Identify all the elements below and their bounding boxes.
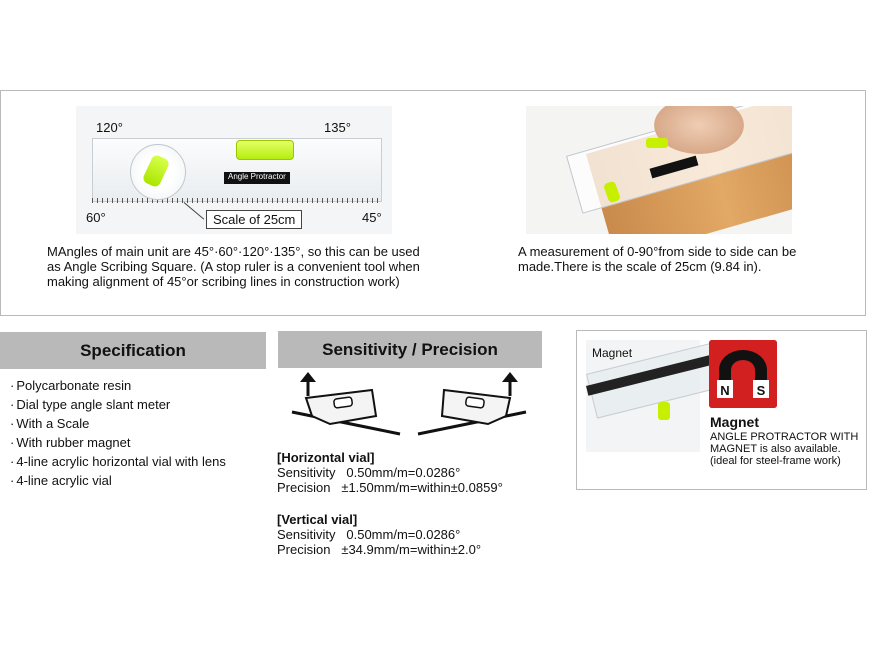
right-description: A measurement of 0-90°from side to side can be made.There is the scale of 25cm (9.84 in). xyxy=(518,244,797,274)
horizontal-sensitivity-row xyxy=(277,465,503,480)
angle-label-45: 45° xyxy=(362,210,382,225)
bullet-dot: · xyxy=(10,416,15,431)
product-label-text: Angle Protractor xyxy=(228,172,286,181)
left-tilt-level xyxy=(292,372,400,434)
scale-callout: Scale of 25cm xyxy=(206,210,302,229)
sensitivity-label: Sensitivity xyxy=(277,527,336,542)
magnet-description: ANGLE PROTRACTOR WITH MAGNET is also available. (ideal for steel-frame work) xyxy=(710,431,859,467)
specification-list xyxy=(10,376,260,490)
magnet-n-letter: N xyxy=(720,383,730,398)
sensitivity-label: Sensitivity xyxy=(277,465,336,480)
magnet-photo-vial xyxy=(658,402,670,420)
spec-item xyxy=(10,452,260,471)
sensitivity-header: Sensitivity / Precision xyxy=(278,331,542,368)
photo-vial xyxy=(646,138,668,148)
spec-item-text: With rubber magnet xyxy=(16,435,131,450)
vertical-vial-specs xyxy=(277,512,481,557)
horizontal-precision-row xyxy=(277,480,503,495)
spec-item-text: 4-line acrylic horizontal vial with lens xyxy=(16,454,226,469)
spec-item-text: Polycarbonate resin xyxy=(16,378,132,393)
scale-callout-line xyxy=(184,202,205,219)
precision-label: Precision xyxy=(277,542,331,557)
angle-label-135: 135° xyxy=(324,120,351,135)
magnet-title: Magnet xyxy=(710,414,759,430)
measurement-photo xyxy=(526,106,792,234)
spec-item-text: Dial type angle slant meter xyxy=(16,397,171,412)
spec-item xyxy=(10,414,260,433)
sensitivity-value: 0.50mm/m=0.0286° xyxy=(346,527,461,542)
right-tilt-level xyxy=(418,372,526,434)
horizontal-vial-title: [Horizontal vial] xyxy=(277,450,375,465)
horizontal-vial-specs xyxy=(277,450,503,495)
spec-item xyxy=(10,471,260,490)
vertical-precision-row xyxy=(277,542,481,557)
precision-value: ±34.9mm/m=within±2.0° xyxy=(341,542,482,557)
bullet-dot: · xyxy=(10,397,15,412)
angle-label-120: 120° xyxy=(96,120,123,135)
ruler-scale-ticks xyxy=(92,198,382,203)
magnet-photo-label: Magnet xyxy=(592,346,633,360)
magnet-s-letter: S xyxy=(756,383,766,398)
specification-header: Specification xyxy=(0,332,266,369)
bullet-dot: · xyxy=(10,435,15,450)
angle-label-60: 60° xyxy=(86,210,106,225)
spec-item xyxy=(10,395,260,414)
horizontal-vial xyxy=(236,140,294,160)
spec-item xyxy=(10,433,260,452)
magnet-icon xyxy=(709,340,777,408)
sensitivity-value: 0.50mm/m=0.0286° xyxy=(346,465,461,480)
bullet-dot: · xyxy=(10,473,15,488)
spec-item-text: With a Scale xyxy=(16,416,90,431)
spec-item xyxy=(10,376,260,395)
tilt-diagram xyxy=(290,372,530,440)
left-description: MAngles of main unit are 45°·60°·120°·135°, so this can be used as Angle Scribing Square. (A stop ruler is a convenient tool when making alignment of 45°or scribing lines in construction work) xyxy=(47,244,420,289)
bullet-dot: · xyxy=(10,454,15,469)
vertical-vial-title: [Vertical vial] xyxy=(277,512,358,527)
hand xyxy=(654,106,744,154)
vertical-sensitivity-row xyxy=(277,527,481,542)
precision-label: Precision xyxy=(277,480,331,495)
bullet-dot: · xyxy=(10,378,15,393)
spec-item-text: 4-line acrylic vial xyxy=(16,473,112,488)
precision-value: ±1.50mm/m=within±0.0859° xyxy=(341,480,503,495)
ruler-illustration xyxy=(76,106,392,234)
